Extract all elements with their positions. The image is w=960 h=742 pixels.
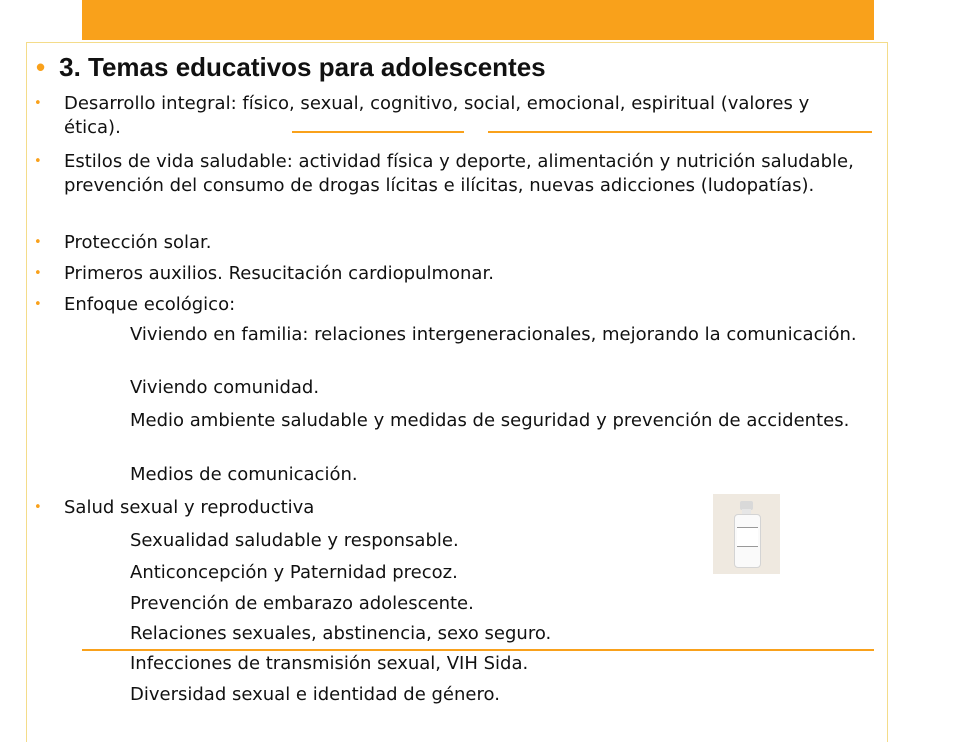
bullet-text: Desarrollo integral: físico, sexual, cognitivo, social, emocional, espiritual (valores y ética). <box>64 93 810 138</box>
bullet-icon: • <box>34 235 42 250</box>
bullet-text: Primeros auxilios. Resucitación cardiopulmonar. <box>64 263 494 284</box>
sub-item: Prevención de embarazo adolescente. <box>130 593 474 614</box>
bullet-icon: • <box>34 297 42 312</box>
bottle-body <box>734 514 761 568</box>
bullet-item <box>34 150 864 198</box>
bullet-item <box>34 262 864 286</box>
decorative-rule <box>82 649 874 651</box>
sub-item: Medios de comunicación. <box>130 464 358 485</box>
title-bullet-icon: • <box>36 52 46 82</box>
sub-item: Diversidad sexual e identidad de género. <box>130 684 500 705</box>
bullet-icon: • <box>34 154 42 169</box>
bullet-text: Estilos de vida saludable: actividad física y deporte, alimentación y nutrición saludable, prevención del consumo de drogas lícitas e ilícitas, nuevas adicciones (ludopatías). <box>64 151 854 196</box>
bottle-label <box>737 527 758 547</box>
bullet-text: Protección solar. <box>64 232 212 253</box>
sub-item: Viviendo comunidad. <box>130 377 320 398</box>
bullet-icon: • <box>34 500 42 515</box>
bullet-icon: • <box>34 266 42 281</box>
bullet-text: Enfoque ecológico: <box>64 294 236 315</box>
sub-item: Viviendo en familia: relaciones intergeneracionales, mejorando la comunicación. <box>130 324 857 345</box>
slide-title-text: 3. Temas educativos para adolescentes <box>59 52 546 82</box>
header-accent-bar <box>82 0 874 40</box>
sub-item: Medio ambiente saludable y medidas de seguridad y prevención de accidentes. <box>130 410 850 431</box>
decorative-rule <box>292 131 464 133</box>
slide-title <box>36 52 546 83</box>
bottle-image <box>713 494 780 574</box>
sub-item: Relaciones sexuales, abstinencia, sexo seguro. <box>130 623 552 644</box>
bullet-text: Salud sexual y reproductiva <box>64 497 315 518</box>
bullet-icon: • <box>34 96 42 111</box>
sub-item: Infecciones de transmisión sexual, VIH Sida. <box>130 653 529 674</box>
decorative-rule <box>488 131 872 133</box>
sub-item: Anticoncepción y Paternidad precoz. <box>130 562 458 583</box>
sub-item: Sexualidad saludable y responsable. <box>130 530 459 551</box>
bullet-item <box>34 231 864 255</box>
bullet-item <box>34 293 864 317</box>
